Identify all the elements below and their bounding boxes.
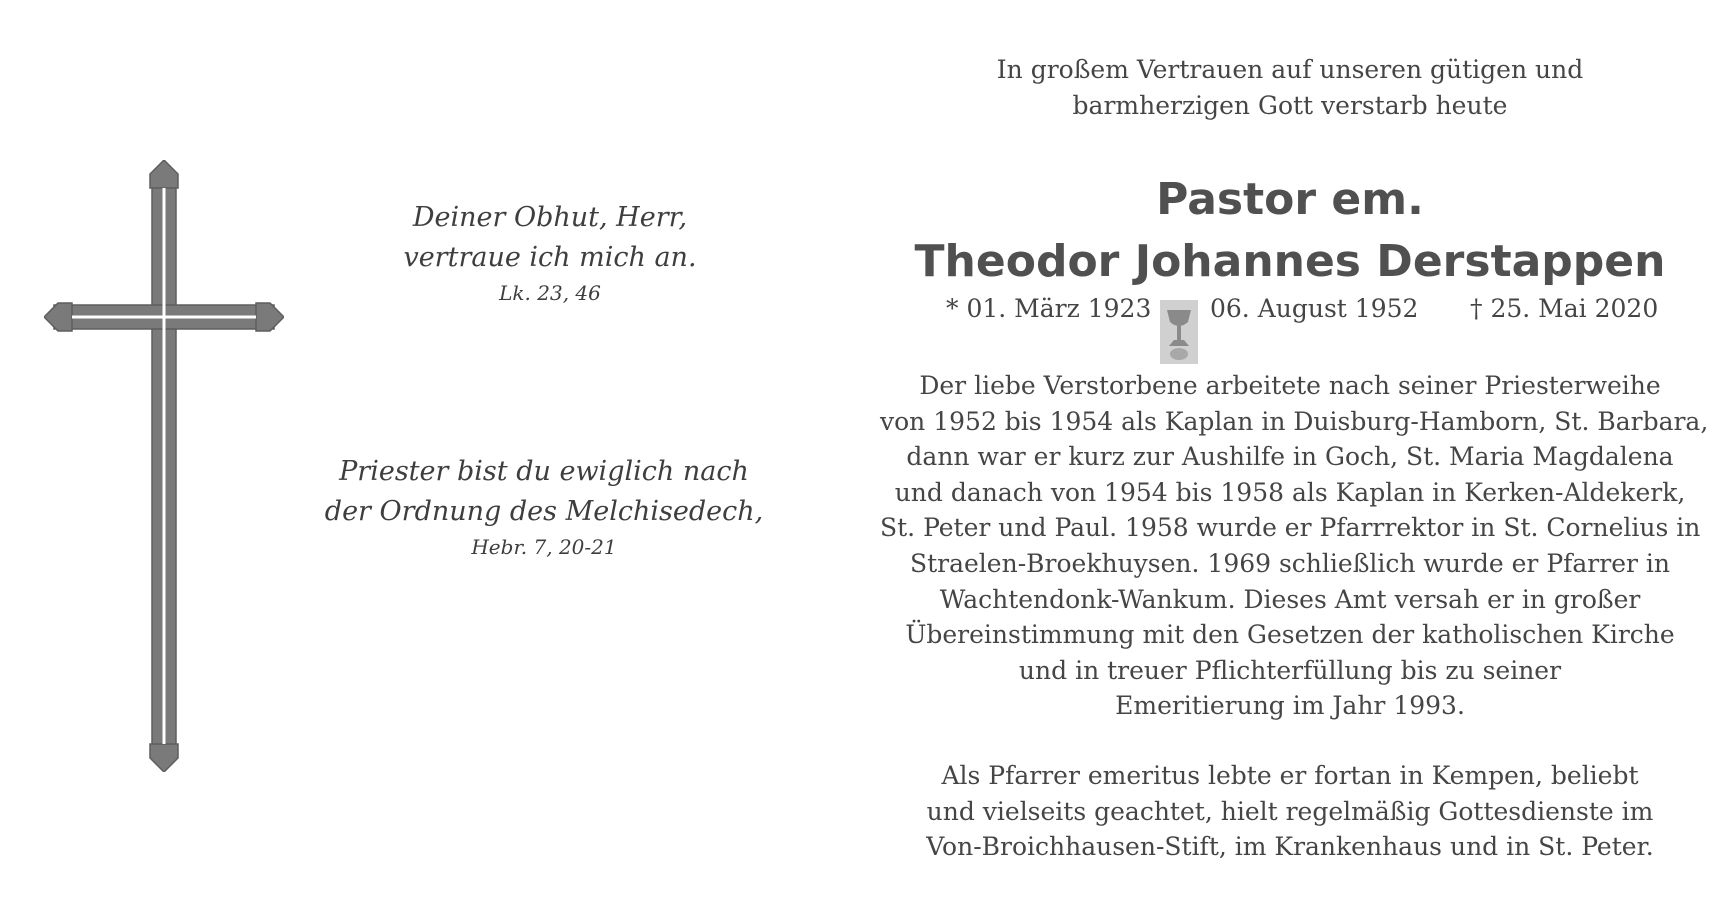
birth-date: * 01. März 1923 xyxy=(946,294,1152,323)
retirement-paragraph xyxy=(880,758,1700,865)
biography-line: Straelen-Broekhuysen. 1969 schließlich wurde er Pfarrer in xyxy=(909,548,1670,578)
biography-line: von 1952 bis 1954 als Kaplan in Duisburg-Hamborn, St. Barbara, xyxy=(880,406,1709,436)
biography-line: dann war er kurz zur Aushilfe in Goch, St. Maria Magdalena xyxy=(906,442,1674,472)
deceased-name: Theodor Johannes Derstappen xyxy=(914,236,1666,287)
biography-line: und in treuer Pflichterfüllung bis zu seiner xyxy=(1018,655,1562,685)
verse-2-line: Priester bist du ewiglich nach xyxy=(339,456,749,487)
verse-1 xyxy=(290,198,810,308)
cross-icon xyxy=(44,160,284,772)
title-line: Pastor em. xyxy=(1156,174,1424,225)
verse-2 xyxy=(284,452,804,562)
chalice-icon xyxy=(1160,300,1198,364)
retirement-line: und vielseits geachtet, hielt regelmäßig Gottesdienste im xyxy=(926,796,1654,826)
biography-line: Wachtendonk-Wankum. Dieses Amt versah er in großer xyxy=(939,584,1641,614)
biography-line: St. Peter und Paul. 1958 wurde er Pfarrrektor in St. Cornelius in xyxy=(880,513,1701,543)
biography-paragraph xyxy=(880,368,1709,724)
verse-1-line: vertraue ich mich an. xyxy=(403,242,697,273)
verse-1-reference: Lk. 23, 46 xyxy=(499,281,601,305)
verse-2-line: der Ordnung des Melchisedech, xyxy=(324,496,764,527)
biography-line: Der liebe Verstorbene arbeitete nach seiner Priesterweihe xyxy=(919,371,1661,400)
death-date: † 25. Mai 2020 xyxy=(1470,294,1659,323)
verse-1-line: Deiner Obhut, Herr, xyxy=(412,202,688,233)
retirement-line: Als Pfarrer emeritus lebte er fortan in Kempen, beliebt xyxy=(941,761,1639,790)
intro-line: barmherzigen Gott verstarb heute xyxy=(1072,91,1508,120)
ordination-date: 06. August 1952 xyxy=(1210,294,1419,323)
verse-2-reference: Hebr. 7, 20-21 xyxy=(471,535,617,559)
intro-line: In großem Vertrauen auf unseren gütigen und xyxy=(996,55,1584,84)
biography-line: Emeritierung im Jahr 1993. xyxy=(1115,691,1465,721)
intro-text xyxy=(880,52,1700,124)
biography-line: und danach von 1954 bis 1958 als Kaplan in Kerken-Aldekerk, xyxy=(894,477,1686,507)
retirement-line: Von-Broichhausen-Stift, im Krankenhaus und in St. Peter. xyxy=(926,832,1654,862)
biography-line: Übereinstimmung mit den Gesetzen der katholischen Kirche xyxy=(905,620,1675,650)
